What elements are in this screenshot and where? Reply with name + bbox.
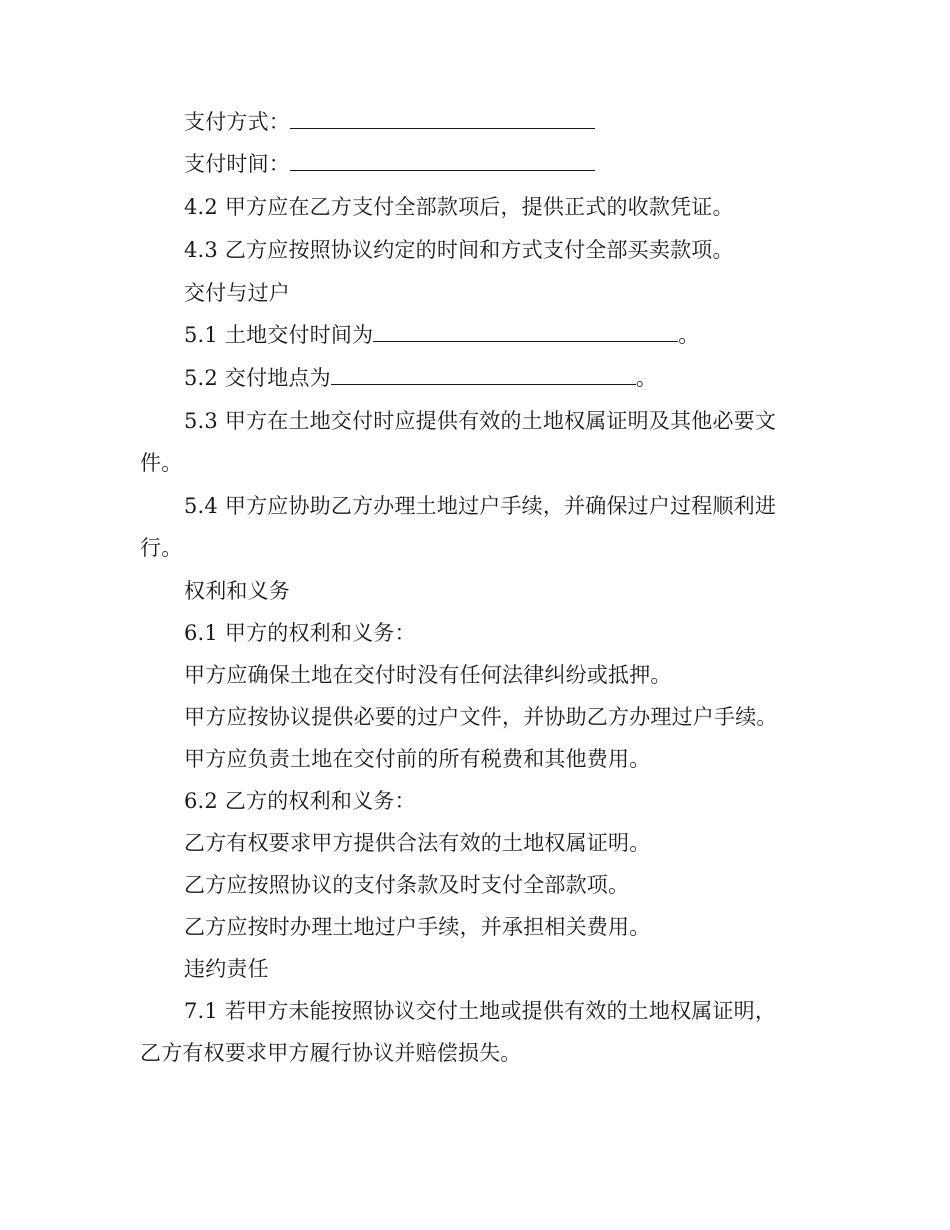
- party-b-duty-3: 乙方应按时办理土地过户手续，并承担相关费用。: [184, 915, 651, 939]
- clause-7-1-line-1: 7.1 若甲方未能按照协议交付土地或提供有效的土地权属证明，: [184, 999, 777, 1023]
- section-heading-rights: 权利和义务: [184, 579, 290, 603]
- clause-5-1: [184, 321, 699, 349]
- section-heading-delivery: 交付与过户: [184, 281, 290, 305]
- payment-time-blank[interactable]: [290, 150, 595, 171]
- payment-method-blank[interactable]: [290, 108, 595, 129]
- clause-6-1: 6.1 甲方的权利和义务：: [184, 621, 416, 645]
- clause-6-2: 6.2 乙方的权利和义务：: [184, 789, 416, 813]
- clause-5-1-text: 5.1 土地交付时间为: [184, 323, 374, 347]
- party-a-duty-3: 甲方应负责土地在交付前的所有税费和其他费用。: [184, 747, 651, 771]
- clause-4-2: 4.2 甲方应在乙方支付全部款项后，提供正式的收款凭证。: [184, 195, 734, 219]
- party-a-duty-2: 甲方应按协议提供必要的过户文件，并协助乙方办理过户手续。: [184, 705, 778, 729]
- delivery-place-blank[interactable]: [331, 364, 636, 385]
- party-a-duty-1: 甲方应确保土地在交付时没有任何法律纠纷或抵押。: [184, 663, 672, 687]
- clause-5-2-end: 。: [635, 366, 658, 390]
- clause-5-4-line-1: 5.4 甲方应协助乙方办理土地过户手续，并确保过户过程顺利进: [184, 494, 777, 518]
- clause-5-4-line-2: 行。: [140, 536, 183, 560]
- party-b-duty-2: 乙方应按照协议的支付条款及时支付全部款项。: [184, 873, 630, 897]
- clause-5-2-text: 5.2 交付地点为: [184, 366, 331, 390]
- delivery-time-blank[interactable]: [373, 321, 678, 342]
- payment-time-line: [184, 150, 595, 178]
- payment-time-label: 支付时间：: [184, 152, 290, 176]
- clause-4-3: 4.3 乙方应按照协议约定的时间和方式支付全部买卖款项。: [184, 238, 734, 262]
- payment-method-label: 支付方式：: [184, 110, 290, 134]
- clause-7-1-line-2: 乙方有权要求甲方履行协议并赔偿损失。: [140, 1041, 522, 1065]
- party-b-right-1: 乙方有权要求甲方提供合法有效的土地权属证明。: [184, 831, 651, 855]
- clause-5-3-line-2: 件。: [140, 451, 183, 475]
- section-heading-breach: 违约责任: [184, 957, 269, 981]
- payment-method-line: [184, 108, 595, 136]
- clause-5-3-line-1: 5.3 甲方在土地交付时应提供有效的土地权属证明及其他必要文: [184, 409, 777, 433]
- clause-5-1-end: 。: [678, 323, 700, 347]
- clause-5-2: [184, 364, 657, 392]
